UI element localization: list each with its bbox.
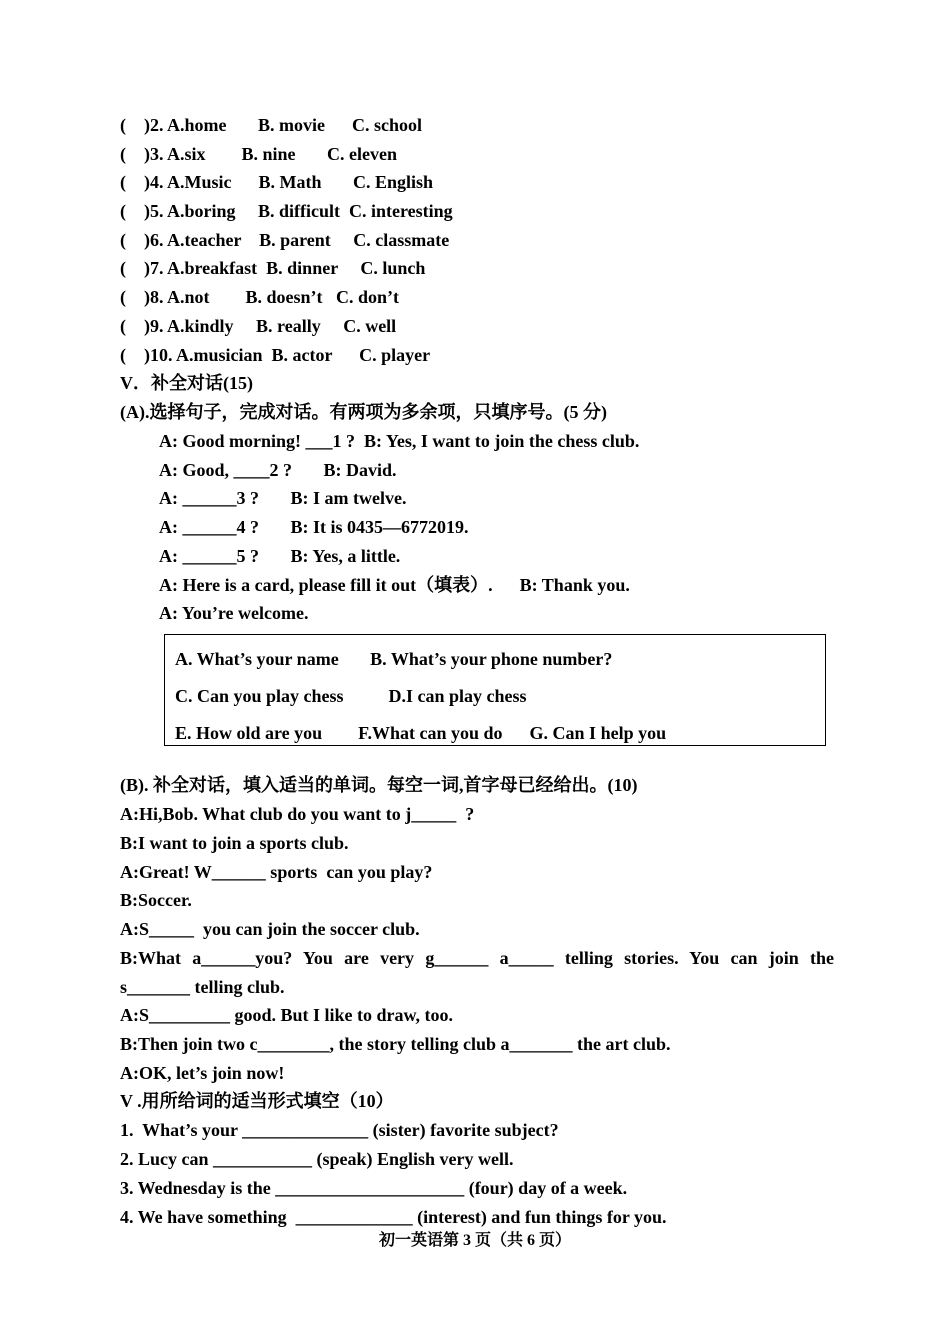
- dialogue-b-long-line: B:What a______you? You are very g______ a_____ telling stories. You can join the: [120, 948, 834, 968]
- options-row: C. Can you play chess D.I can play chess: [175, 686, 527, 706]
- options-row: E. How old are you F.What can you do G. Can I help you: [175, 723, 667, 743]
- options-box: [164, 634, 826, 746]
- dialogue-a-line: A: Good, ____2 ? B: David.: [159, 460, 397, 480]
- dialogue-b-line: s_______ telling club.: [120, 977, 285, 997]
- fill-item-4: 4. We have something _____________ (interest) and fun things for you.: [120, 1207, 667, 1227]
- section-v-title: V．补全对话(15): [120, 373, 253, 393]
- choice-line-10: ( )10. A.musician B. actor C. player: [120, 345, 431, 365]
- part-b-title: (B). 补全对话，填入适当的单词。每空一词,首字母已经给出。(10): [120, 775, 638, 795]
- dialogue-b-line: B:Then join two c________, the story telling club a_______ the art club.: [120, 1034, 671, 1054]
- options-row: A. What’s your name B. What’s your phone number?: [175, 649, 613, 669]
- choice-line-7: ( )7. A.breakfast B. dinner C. lunch: [120, 258, 426, 278]
- dialogue-b-line: A:Great! W______ sports can you play?: [120, 862, 433, 882]
- dialogue-a-line: A: Good morning! ___1 ? B: Yes, I want to join the chess club.: [159, 431, 640, 451]
- dialogue-a-line: A: Here is a card, please fill it out（填表）. B: Thank you.: [159, 575, 630, 595]
- fill-item-2: 2. Lucy can ___________ (speak) English very well.: [120, 1149, 514, 1169]
- section-v2-title: V .用所给词的适当形式填空（10）: [120, 1091, 394, 1111]
- choice-line-4: ( )4. A.Music B. Math C. English: [120, 172, 434, 192]
- dialogue-b-line: A:S_____ you can join the soccer club.: [120, 919, 420, 939]
- dialogue-b-line: B:Soccer.: [120, 890, 192, 910]
- dialogue-b-line: A:S_________ good. But I like to draw, too.: [120, 1005, 454, 1025]
- dialogue-b-line: A:Hi,Bob. What club do you want to j_____ ?: [120, 804, 475, 824]
- dialogue-b-line: B:I want to join a sports club.: [120, 833, 349, 853]
- choice-line-6: ( )6. A.teacher B. parent C. classmate: [120, 230, 450, 250]
- choice-line-2: ( )2. A.home B. movie C. school: [120, 115, 422, 135]
- dialogue-a-line: A: You’re welcome.: [159, 603, 309, 623]
- fill-item-3: 3. Wednesday is the _____________________ (four) day of a week.: [120, 1178, 628, 1198]
- choice-line-3: ( )3. A.six B. nine C. eleven: [120, 144, 397, 164]
- page-footer: 初一英语第 3 页（共 6 页）: [378, 1232, 571, 1249]
- part-a-title: (A).选择句子，完成对话。有两项为多余项，只填序号。(5 分): [120, 402, 607, 422]
- choice-line-5: ( )5. A.boring B. difficult C. interesting: [120, 201, 453, 221]
- choice-line-8: ( )8. A.not B. doesn’t C. don’t: [120, 287, 400, 307]
- dialogue-b-line: A:OK, let’s join now!: [120, 1063, 285, 1083]
- choice-line-9: ( )9. A.kindly B. really C. well: [120, 316, 397, 336]
- dialogue-a-line: A: ______4 ? B: It is 0435—6772019.: [159, 517, 469, 537]
- dialogue-a-line: A: ______3 ? B: I am twelve.: [159, 488, 407, 508]
- fill-item-1: 1. What’s your ______________ (sister) favorite subject?: [120, 1120, 559, 1140]
- dialogue-a-line: A: ______5 ? B: Yes, a little.: [159, 546, 401, 566]
